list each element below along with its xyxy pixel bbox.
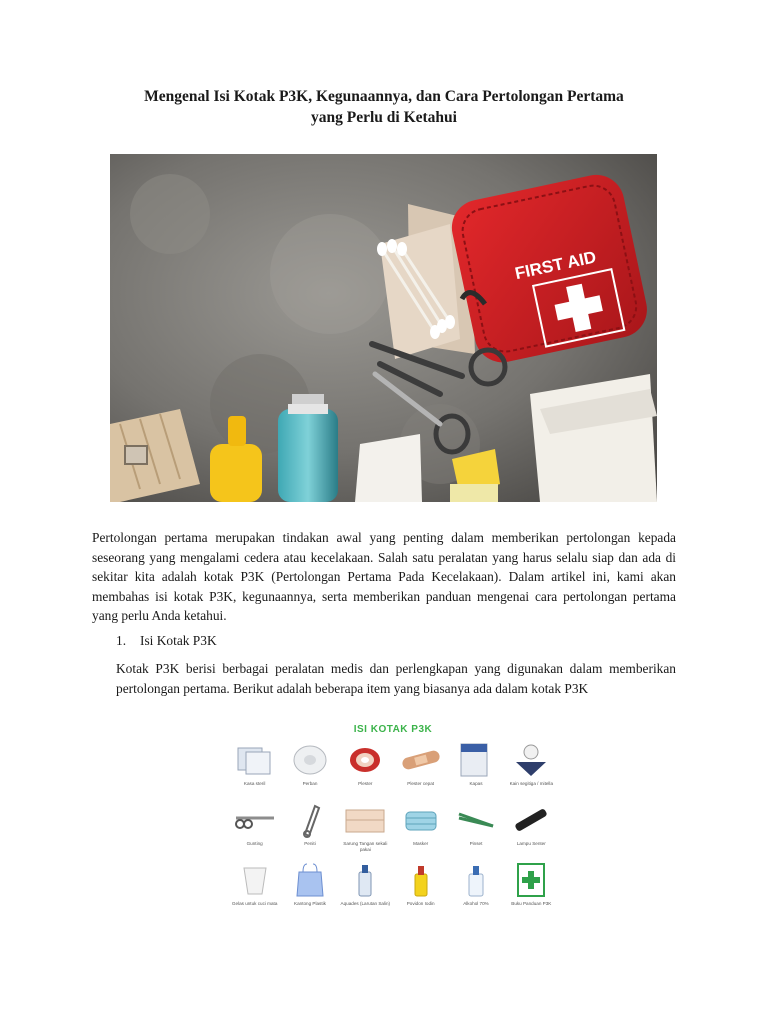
kit-item-label: Kain segitiga / mitella [509,781,554,786]
kit-item [338,860,393,920]
flashlight-icon [508,800,554,840]
kit-item [282,740,337,800]
article-title [92,86,676,128]
kit-item-label: Kapas [469,781,483,786]
tweezers-icon [453,800,499,840]
bag-label: FIRST AID [513,247,598,284]
section-body-paragraph: Kotak P3K berisi berbagai peralatan medis dan perlengkapan yang digunakan dalam memberikan pertolongan pertama. Berikut adalah beberapa item yang biasanya ada dalam kotak P3K [116,661,676,696]
saline-bottle-icon [342,860,388,900]
intro-paragraph: Pertolongan pertama merupakan tindakan awal yang penting dalam memberikan pertolongan kepada seseorang yang mengalami cedera atau kecelakaan. Salah satu peralatan yang harus selalu siap dan ada di sekitar kita adalah kotak P3K (Pertolongan Pertama Pada Kecelakaan). Dalam artikel ini, kami akan membahas isi kotak P3K, kegunaannya, serta memberikan panduan mengenai cara pertolongan pertama yang perlu Anda ketahui. [92,530,676,624]
kit-item-label: Perban [302,781,318,786]
kit-item-label: Plester [358,781,373,786]
sling-icon [508,740,554,780]
kit-item-label: Sarung Tangan sekali pakai [343,841,388,852]
kit-contents-image [223,720,563,920]
guide-book-icon [508,860,554,900]
kit-item-label: Peniti [304,841,316,846]
kit-item [282,800,337,860]
kit-item [338,740,393,800]
section-number: 1. [116,633,127,648]
scissors-icon [232,800,278,840]
kit-image-title: ISI KOTAK P3K [353,724,433,735]
kit-item [227,800,282,860]
kit-item-label: Gunting [246,841,263,846]
plastic-bag-icon [287,860,333,900]
gauze-icon [232,740,278,780]
kit-item [393,740,448,800]
adhesive-bandage-icon [398,740,444,780]
mask-icon [398,800,444,840]
first-aid-photo [110,154,657,502]
kit-item [338,800,393,860]
kit-item [504,740,559,800]
kit-item [448,860,503,920]
kit-item-label: Plester cepat [407,781,435,786]
kit-item-label: Gelas untuk cuci mata [231,901,278,906]
kit-item-label: Kantong Plastik [294,901,326,906]
section-heading-text: Isi Kotak P3K [140,633,217,648]
kit-item [504,800,559,860]
kit-item [504,860,559,920]
section-heading-isi-kotak [116,631,217,650]
kit-item [282,860,337,920]
kit-item-label: Aquades (Larutan Salin) [340,901,391,906]
kit-item [227,740,282,800]
iodine-bottle-icon [398,860,444,900]
kit-item [393,860,448,920]
kit-item-label: Pinset [469,841,483,846]
eye-cup-icon [232,860,278,900]
kit-item [393,800,448,860]
plaster-roll-icon [342,740,388,780]
title-line-1: Mengenal Isi Kotak P3K, Kegunaannya, dan Cara Pertolongan Pertama [144,88,624,105]
kit-item-label: Buku Panduan P3K [511,901,552,906]
title-line-2: yang Perlu di Ketahui [311,109,457,126]
kit-item-label: Masker [413,841,429,846]
kit-item [227,860,282,920]
kit-item [448,740,503,800]
cotton-pack-icon [453,740,499,780]
bandage-roll-icon [287,740,333,780]
safety-pin-icon [287,800,333,840]
kit-item-label: Povidon Iodin [406,901,435,906]
alcohol-bottle-icon [453,860,499,900]
kit-item-label: Alkohol 70% [463,901,489,906]
gloves-icon [342,800,388,840]
kit-item-label: Lampu Senter [516,841,546,846]
kit-item-label: Kasa steril [243,781,266,786]
kit-items-grid [227,740,559,920]
kit-item [448,800,503,860]
